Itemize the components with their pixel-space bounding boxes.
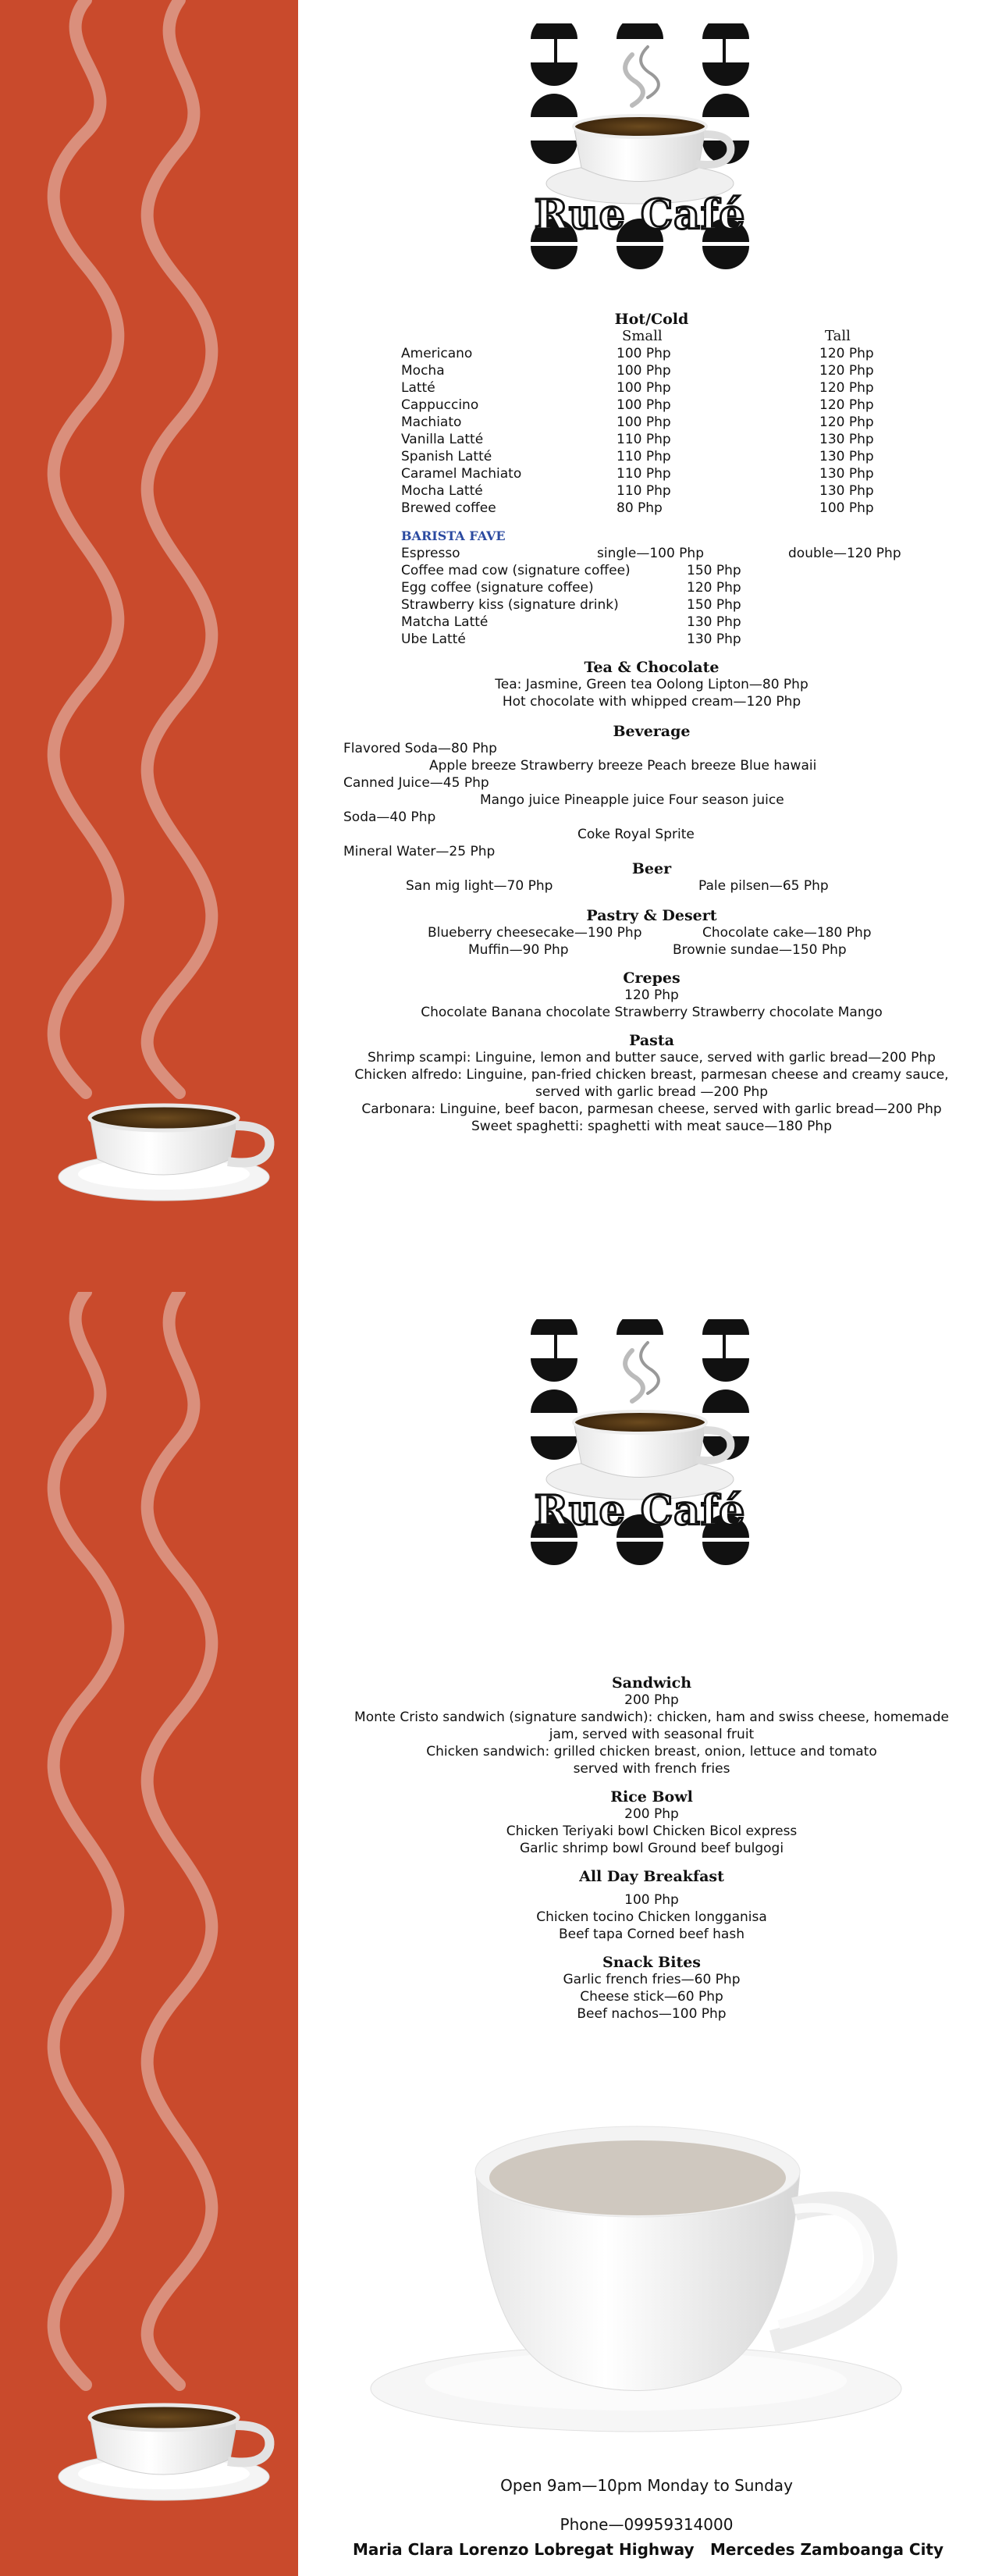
list-item: Beef nachos—100 Php <box>577 2006 727 2022</box>
item-name: Matcha Latté <box>401 614 489 630</box>
list-item: Chicken sandwich: grilled chicken breast, onion, lettuce and tomato <box>426 1744 877 1759</box>
rice-price: 200 Php <box>624 1806 679 1822</box>
menu-item-row <box>343 482 960 500</box>
menu-item-row <box>343 596 960 614</box>
menu-page-1 <box>343 311 960 1135</box>
soda2-flavors: Coke Royal Sprite <box>577 827 695 842</box>
left-decor-strip <box>0 0 298 1292</box>
opening-hours: Open 9am—10pm Monday to Sunday <box>500 2476 793 2495</box>
item-price-tall: 130 Php <box>819 483 874 499</box>
list-item: Beef tapa Corned beef hash <box>559 1927 744 1942</box>
menu-item-row <box>343 345 960 362</box>
list-item: jam, served with seasonal fruit <box>549 1727 755 1742</box>
item-name: Machiato <box>401 415 462 430</box>
section-title-beer: Beer <box>631 860 672 877</box>
item-price-small: 110 Php <box>617 483 671 499</box>
menu-item-row <box>343 465 960 482</box>
list-item: served with french fries <box>573 1761 730 1777</box>
item-price-tall: 130 Php <box>819 466 874 482</box>
list-item: Monte Cristo sandwich (signature sandwich): chicken, ham and swiss cheese, homemade <box>354 1710 949 1725</box>
item-price-tall: 120 Php <box>819 346 874 361</box>
section-title-crepes: Crepes <box>623 970 681 987</box>
cafe-logo-2 <box>499 1319 780 1585</box>
col-small: Small <box>622 328 663 344</box>
list-item: served with garlic bread —200 Php <box>535 1084 769 1100</box>
item-name: Coffee mad cow (signature coffee) <box>401 563 631 578</box>
phone-number: Phone—09959314000 <box>560 2515 734 2534</box>
juice-line: Canned Juice—45 Php <box>343 775 489 791</box>
item-price-tall: 130 Php <box>819 432 874 447</box>
list-item: Espresso single—100 Php double—120 Php <box>401 546 901 561</box>
item-name: Mocha Latté <box>401 483 483 499</box>
hot-cold-list <box>343 345 960 517</box>
list-item: Chicken tocino Chicken longganisa <box>536 1909 767 1925</box>
item-name: Cappuccino <box>401 397 479 413</box>
item-price: 150 Php <box>687 563 741 578</box>
item-price-small: 110 Php <box>617 432 671 447</box>
item-name: Latté <box>401 380 435 396</box>
juice-flavors: Mango juice Pineapple juice Four season juice <box>480 792 784 808</box>
list-item: Chicken Teriyaki bowl Chicken Bicol express <box>506 1823 798 1839</box>
menu-item-row <box>343 379 960 397</box>
item-price-tall: 120 Php <box>819 363 874 379</box>
soda2-line: Soda—40 Php <box>343 809 436 825</box>
menu-item-row <box>343 448 960 465</box>
cafe-logo <box>499 23 780 289</box>
barista-title-row <box>343 528 960 545</box>
breakfast-price: 100 Php <box>624 1892 679 1908</box>
item-price-small: 100 Php <box>617 397 671 413</box>
large-coffee-cup-image <box>367 2108 913 2435</box>
item-price-small: 100 Php <box>617 415 671 430</box>
list-item: Cheese stick—60 Php <box>580 1989 723 2005</box>
soda-line: Flavored Soda—80 Php <box>343 741 497 756</box>
item-price: 120 Php <box>687 580 741 596</box>
list-item: Shrimp scampi: Linguine, lemon and butter sauce, served with garlic bread—200 Php <box>368 1050 936 1066</box>
section-title-pasta: Pasta <box>629 1032 674 1049</box>
item-price: 130 Php <box>687 614 741 630</box>
item-price-tall: 120 Php <box>819 380 874 396</box>
item-price-small: 100 Php <box>617 380 671 396</box>
item-price-tall: 120 Php <box>819 397 874 413</box>
col-tall: Tall <box>825 328 851 344</box>
address-street: Maria Clara Lorenzo Lobregat Highway <box>353 2540 695 2559</box>
menu-item-row <box>343 500 960 517</box>
barista-title: BARISTA FAVE <box>401 528 506 543</box>
menu-item-row <box>343 614 960 631</box>
section-title-snack: Snack Bites <box>602 1954 702 1971</box>
item-name: Spanish Latté <box>401 449 492 464</box>
hot-chocolate-line: Hot chocolate with whipped cream—120 Php <box>502 694 801 710</box>
item-price-small: 100 Php <box>617 363 671 379</box>
pastry-row-1: Blueberry cheesecake—190 Php Chocolate cake—180 Php <box>428 925 872 941</box>
menu-item-row <box>343 579 960 596</box>
item-name: Vanilla Latté <box>401 432 484 447</box>
item-name: Egg coffee (signature coffee) <box>401 580 594 596</box>
section-title-breakfast: All Day Breakfast <box>579 1868 724 1885</box>
section-title-hot-cold: Hot/Cold <box>614 311 689 328</box>
item-price-tall: 130 Php <box>819 449 874 464</box>
soda-flavors: Apple breeze Strawberry breeze Peach breeze Blue hawaii <box>429 758 817 774</box>
list-item: Chicken alfredo: Linguine, pan-fried chicken breast, parmesan cheese and creamy sauce, <box>354 1067 949 1083</box>
address-city: Mercedes Zamboanga City <box>710 2540 944 2559</box>
barista-list <box>343 562 960 648</box>
logo-text: Rue Café <box>534 1487 746 1535</box>
size-header <box>343 328 960 345</box>
menu-item-row <box>343 362 960 379</box>
water-line: Mineral Water—25 Php <box>343 844 496 859</box>
menu-item-row <box>343 562 960 579</box>
item-price-small: 110 Php <box>617 449 671 464</box>
menu-item-row <box>343 631 960 648</box>
pastry-row-2: Muffin—90 Php Brownie sundae—150 Php <box>468 942 847 958</box>
item-name: Strawberry kiss (signature drink) <box>401 597 619 613</box>
item-price-small: 100 Php <box>617 346 671 361</box>
item-name: Brewed coffee <box>401 500 496 516</box>
menu-item-row <box>343 431 960 448</box>
list-item: Garlic shrimp bowl Ground beef bulgogi <box>519 1841 784 1856</box>
item-name: Caramel Machiato <box>401 466 522 482</box>
left-decor-strip-2 <box>0 1292 298 2576</box>
section-title-tea: Tea & Chocolate <box>584 659 720 676</box>
item-name: Ube Latté <box>401 632 466 647</box>
list-item: Garlic french fries—60 Php <box>563 1972 741 1987</box>
item-price-small: 110 Php <box>617 466 671 482</box>
logo-text: Rue Café <box>534 191 746 239</box>
sandwich-price: 200 Php <box>624 1692 679 1708</box>
coffee-cup-icon <box>59 2405 269 2500</box>
crepes-flavors: Chocolate Banana chocolate Strawberry Strawberry chocolate Mango <box>421 1005 883 1020</box>
tea-line: Tea: Jasmine, Green tea Oolong Lipton—80 Php <box>495 677 808 692</box>
section-title-beverage: Beverage <box>613 723 691 740</box>
item-price-small: 80 Php <box>617 500 663 516</box>
list-item: Sweet spaghetti: spaghetti with meat sauce—180 Php <box>471 1119 832 1134</box>
crepes-price: 120 Php <box>624 987 679 1003</box>
menu-page-2 <box>343 1674 960 2023</box>
section-title-pastry: Pastry & Desert <box>586 907 717 924</box>
coffee-cup-icon <box>59 1105 269 1201</box>
section-title-rice: Rice Bowl <box>610 1788 693 1806</box>
item-price: 130 Php <box>687 632 741 647</box>
item-price-tall: 120 Php <box>819 415 874 430</box>
menu-item-row <box>343 414 960 431</box>
item-price-tall: 100 Php <box>819 500 874 516</box>
item-name: Americano <box>401 346 473 361</box>
beer-row: San mig light—70 Php Pale pilsen—65 Php <box>406 878 829 894</box>
list-item: Carbonara: Linguine, beef bacon, parmesan cheese, served with garlic bread—200 Php <box>361 1101 942 1117</box>
item-name: Mocha <box>401 363 445 379</box>
menu-item-row <box>343 397 960 414</box>
section-title-sandwich: Sandwich <box>611 1674 692 1692</box>
item-price: 150 Php <box>687 597 741 613</box>
